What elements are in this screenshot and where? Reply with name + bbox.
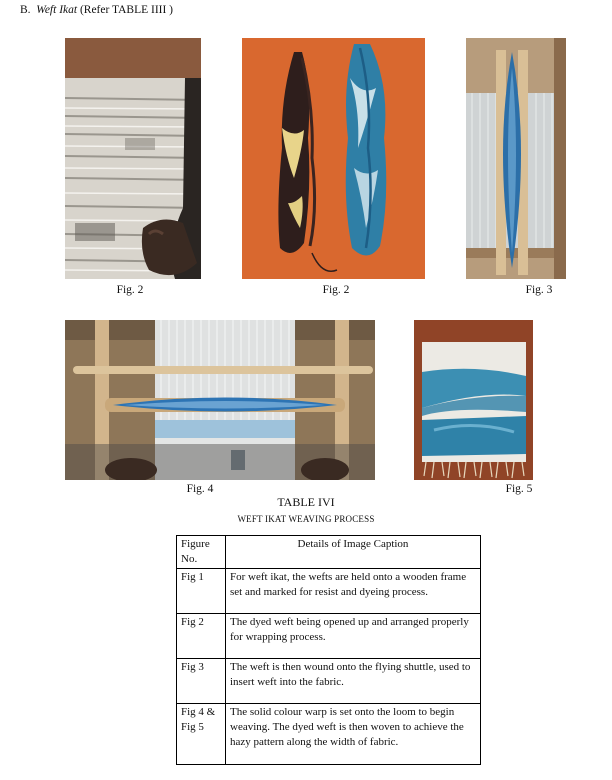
table-cell-details: For weft ikat, the wefts are held onto a wooden frame set and marked for resist and dyeing process.: [226, 569, 481, 614]
table-row: [177, 569, 481, 614]
figure-photo-woven-fabric: [414, 320, 533, 480]
table-cell-figure: Fig 2: [177, 614, 226, 659]
table-title: TABLE IVI: [277, 495, 335, 509]
figure-caption: Fig. 3: [525, 284, 553, 296]
section-title: Weft Ikat: [36, 4, 78, 16]
table-header-row: [177, 536, 481, 569]
section-reference: (Refer TABLE IIII ): [79, 4, 174, 16]
section-heading: [20, 4, 173, 16]
table-row: [177, 614, 481, 659]
table-cell-details: The weft is then wound onto the flying shuttle, used to insert weft into the fabric.: [226, 659, 481, 704]
table-row: [177, 659, 481, 704]
table-row: [177, 704, 481, 765]
figure-caption: Fig. 4: [186, 483, 214, 495]
figure-caption: Fig. 5: [505, 483, 533, 495]
table-cell-details: The solid colour warp is set onto the loom to begin weaving. The dyed weft is then woven to achieve the hazy pattern along the width of fabric.: [226, 704, 481, 765]
figure-caption: Fig. 2: [116, 284, 144, 296]
table-subtitle: WEFT IKAT WEAVING PROCESS: [237, 514, 375, 524]
figure-photo-weft-frame: [65, 38, 201, 279]
table-header-cell: Details of Image Caption: [226, 536, 481, 569]
figure-photo-dyed-weft: [242, 38, 425, 279]
figure-caption: Fig. 2: [322, 284, 350, 296]
section-number: B.: [20, 4, 31, 16]
table-cell-figure: Fig 4 & Fig 5: [177, 704, 226, 765]
caption-table: [176, 535, 481, 765]
table-cell-figure: Fig 1: [177, 569, 226, 614]
figure-photo-flying-shuttle: [466, 38, 566, 279]
table-header-cell: Figure No.: [177, 536, 226, 569]
table-cell-figure: Fig 3: [177, 659, 226, 704]
table-cell-details: The dyed weft being opened up and arranged properly for wrapping process.: [226, 614, 481, 659]
figure-photo-loom-weaving: [65, 320, 375, 480]
